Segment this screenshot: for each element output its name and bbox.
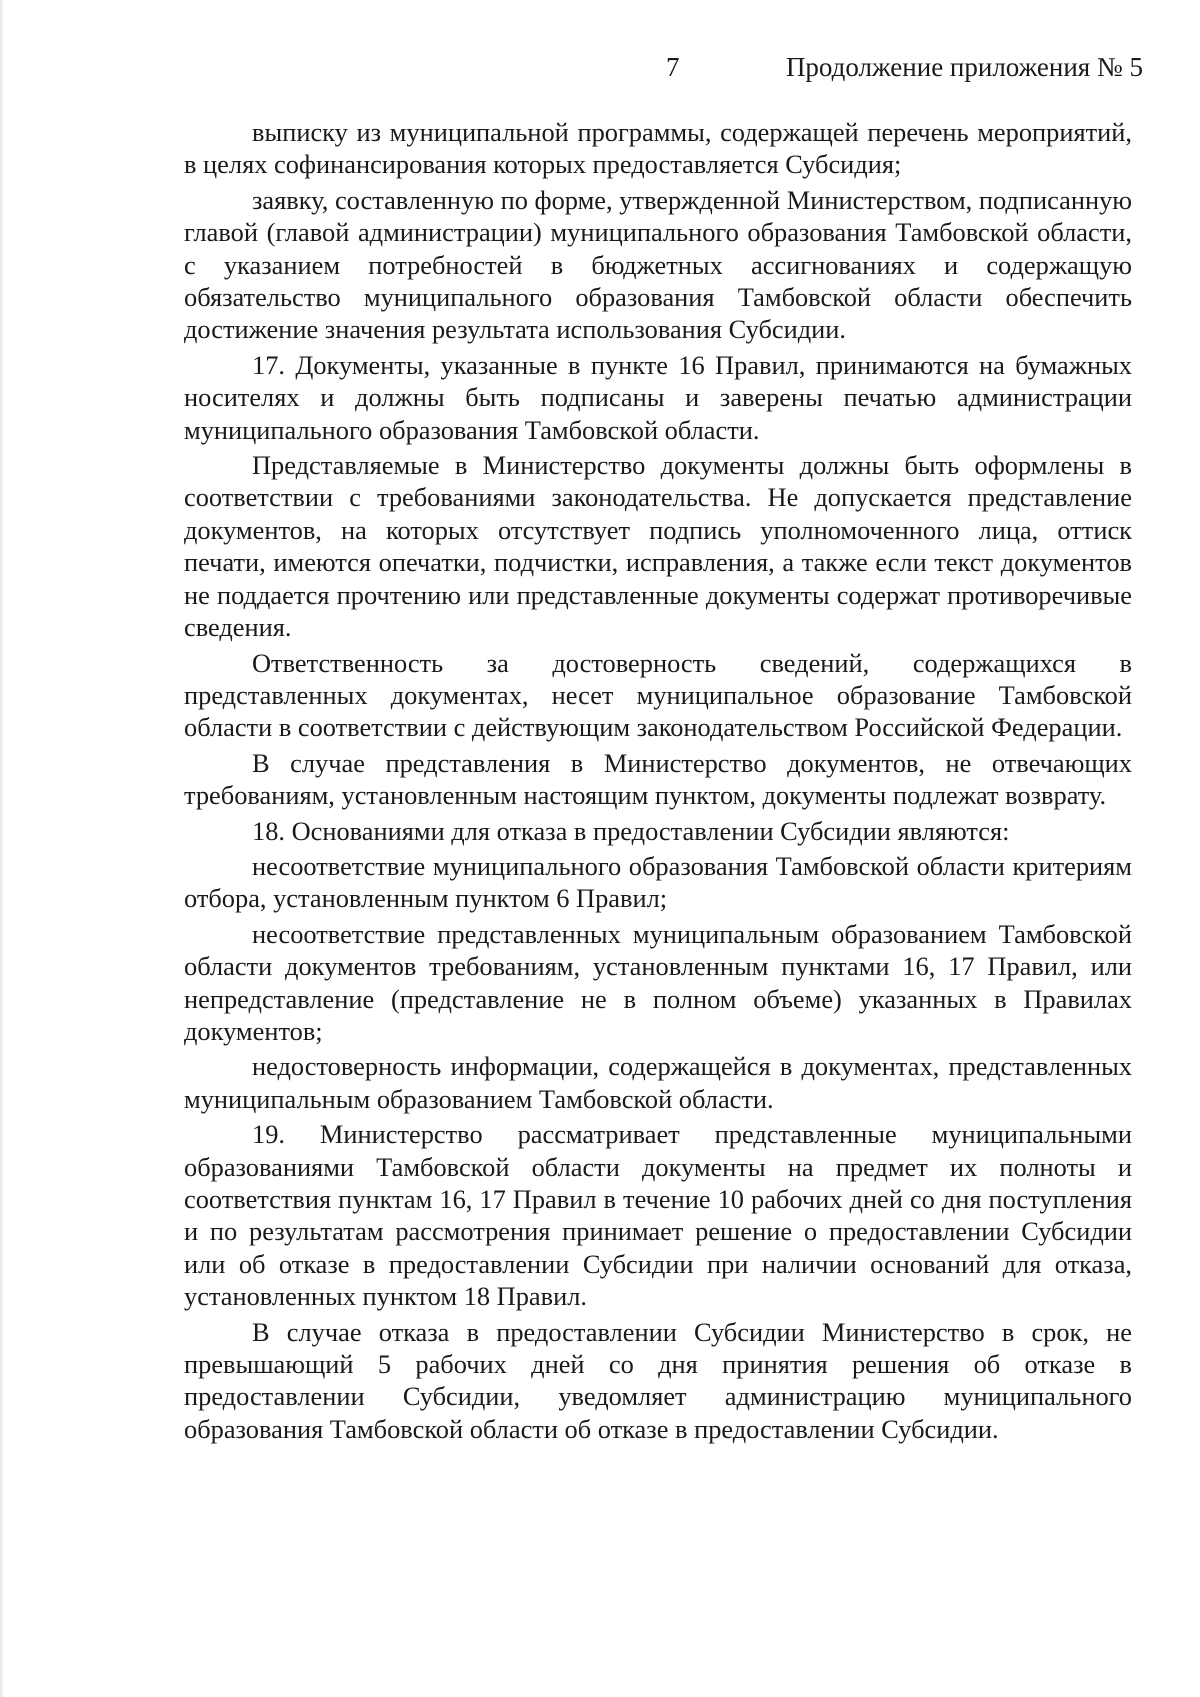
document-body [184,116,1132,1445]
paragraph-item-19: 19. Министерство рассматривает представленные муниципальными образованиями Тамбовской области документы на предмет их полноты и соответствия пунктам 16, 17 Правил в течение 10 рабочих дней со дня поступления и по результатам рассмотрения принимает решение о предоставлении Субсидии или об отказе в предоставлении Субсидии при наличии оснований для отказа, установленных пунктом 18 Правил. [184,1119,1132,1312]
paragraph-item-17: 17. Документы, указанные в пункте 16 Правил, принимаются на бумажных носителях и должны быть подписаны и заверены печатью администрации муниципального образования Тамбовской области. [184,349,1132,445]
paragraph-program-extract: выписку из муниципальной программы, содержащей перечень мероприятий, в целях софинансирования которых предоставляется Субсидия; [184,117,1132,180]
paragraph-refusal-documents: несоответствие представленных муниципальным образованием Тамбовской области документов требованиям, установленным пунктами 16, 17 Правил, или непредставление (представление не в полном объеме) указанных в Правилах документов; [184,918,1132,1046]
paragraph-application: заявку, составленную по форме, утвержденной Министерством, подписанную главой (главой администрации) муниципального образования Тамбовской области, с указанием потребностей в бюджетных ассигнованиях и содержащую обязательство муниципального образования Тамбовской области обеспечить достижение значения результата использования Субсидии. [184,184,1132,345]
paragraph-return-documents: В случае представления в Министерство документов, не отвечающих требованиям, установленным настоящим пунктом, документы подлежат возврату. [184,747,1132,811]
paragraph-refusal-criteria: несоответствие муниципального образования Тамбовской области критериям отбора, установленным пунктом 6 Правил; [184,850,1132,914]
paragraph-responsibility: Ответственность за достоверность сведений, содержащихся в представленных документах, несет муниципальное образование Тамбовской области в соответствии с действующим законодательством Российской Федерации. [184,647,1132,743]
page-header [0,50,1200,86]
paragraph-document-requirements: Представляемые в Министерство документы должны быть оформлены в соответствии с требованиями законодательства. Не допускается представление документов, на которых отсутствует подпись уполномоченного лица, оттиск печати, имеются опечатки, подчистки, исправления, а также если текст документов не поддается прочтению или представленные документы содержат противоречивые сведения. [184,450,1132,643]
scan-edge [0,0,4,1697]
page-number: 7 [666,52,680,82]
appendix-continuation-title: Продолжение приложения № 5 [785,52,1143,82]
paragraph-refusal-inaccuracy: недостоверность информации, содержащейся в документах, представленных муниципальным образованием Тамбовской области. [184,1051,1132,1114]
paragraph-item-18: 18. Основаниями для отказа в предоставлении Субсидии являются: [252,815,1010,846]
paragraph-refusal-notice: В случае отказа в предоставлении Субсидии Министерство в срок, не превышающий 5 рабочих дней со дня принятия решения об отказе в предоставлении Субсидии, уведомляет администрацию муниципального образования Тамбовской области об отказе в предоставлении Субсидии. [184,1316,1132,1444]
